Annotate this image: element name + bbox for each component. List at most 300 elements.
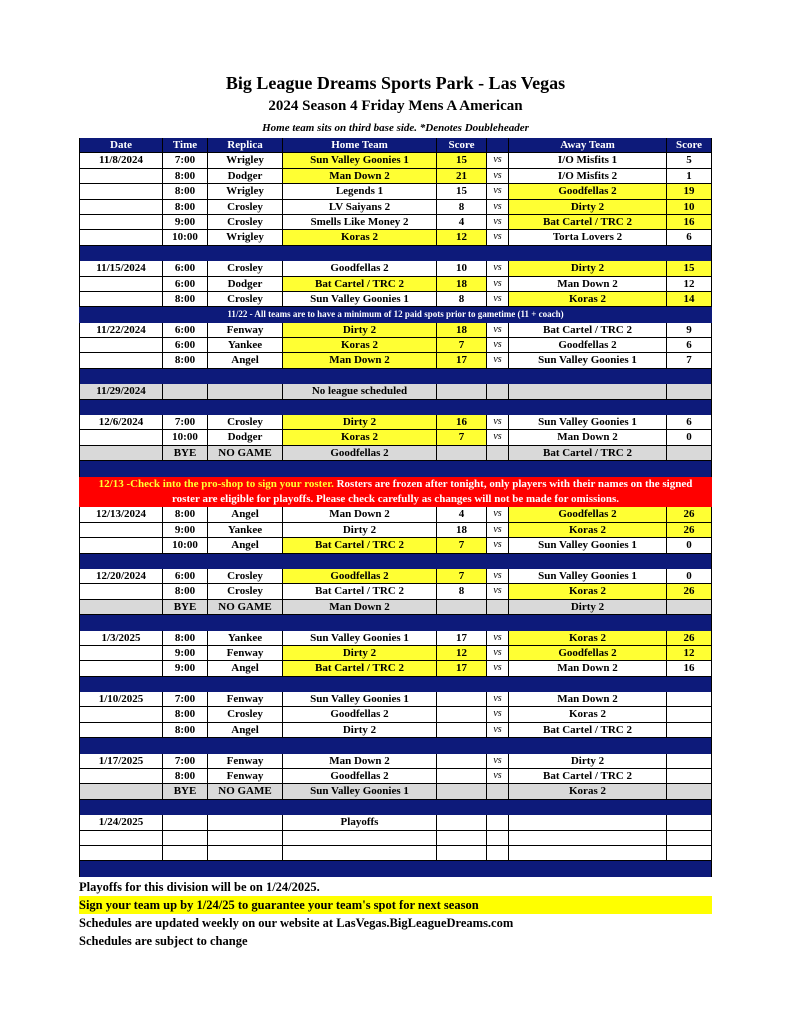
time-cell: 8:00: [162, 184, 207, 199]
home-team-cell: Man Down 2: [282, 353, 436, 368]
home-score-cell: [436, 846, 486, 861]
replica-cell: NO GAME: [207, 784, 282, 799]
away-team-cell: Bat Cartel / TRC 2: [508, 323, 666, 338]
time-cell: 10:00: [162, 538, 207, 553]
home-team-cell: Koras 2: [282, 338, 436, 353]
replica-cell: NO GAME: [207, 600, 282, 615]
replica-cell: Yankee: [207, 338, 282, 353]
date-cell: [79, 292, 162, 307]
date-cell: 11/8/2024: [79, 153, 162, 168]
table-row: [79, 169, 712, 184]
home-team-cell: Goodfellas 2: [282, 261, 436, 276]
away-score-cell: 5: [666, 153, 712, 168]
vs-cell: vs: [486, 523, 508, 538]
footer-signup-note: Sign your team up by 1/24/25 to guarantee your team's spot for next season: [79, 896, 712, 914]
home-team-cell: Bat Cartel / TRC 2: [282, 661, 436, 676]
time-cell: [162, 384, 207, 399]
time-cell: 8:00: [162, 292, 207, 307]
away-score-cell: 26: [666, 523, 712, 538]
week-separator: [79, 615, 712, 630]
vs-cell: vs: [486, 215, 508, 230]
table-row: [79, 353, 712, 368]
away-team-cell: Sun Valley Goonies 1: [508, 538, 666, 553]
replica-cell: Wrigley: [207, 153, 282, 168]
replica-cell: Yankee: [207, 523, 282, 538]
away-team-cell: Sun Valley Goonies 1: [508, 353, 666, 368]
time-cell: 8:00: [162, 353, 207, 368]
away-score-cell: [666, 600, 712, 615]
date-cell: [79, 353, 162, 368]
home-score-cell: [436, 692, 486, 707]
table-header-row: [79, 138, 712, 153]
home-team-cell: Sun Valley Goonies 1: [282, 153, 436, 168]
away-score-cell: [666, 384, 712, 399]
vs-cell: vs: [486, 584, 508, 599]
time-cell: 6:00: [162, 277, 207, 292]
table-row: [79, 538, 712, 553]
replica-cell: Angel: [207, 538, 282, 553]
table-row: [79, 831, 712, 846]
home-score-cell: [436, 754, 486, 769]
vs-cell: [486, 784, 508, 799]
table-row: [79, 815, 712, 830]
vs-cell: vs: [486, 169, 508, 184]
replica-cell: [207, 815, 282, 830]
roster-alert-banner: [79, 477, 712, 508]
away-team-cell: Dirty 2: [508, 261, 666, 276]
date-cell: [79, 831, 162, 846]
home-score-cell: [436, 446, 486, 461]
table-row: [79, 631, 712, 646]
away-score-cell: 0: [666, 569, 712, 584]
vs-cell: vs: [486, 338, 508, 353]
home-team-cell: Sun Valley Goonies 1: [282, 784, 436, 799]
page-subtitle: 2024 Season 4 Friday Mens A American: [268, 98, 523, 114]
replica-cell: [207, 384, 282, 399]
header-vs: [486, 138, 508, 153]
vs-cell: vs: [486, 430, 508, 445]
header-replica: Replica: [207, 138, 282, 153]
time-cell: 7:00: [162, 754, 207, 769]
away-score-cell: 7: [666, 353, 712, 368]
header-home-team: Home Team: [282, 138, 436, 153]
replica-cell: Wrigley: [207, 230, 282, 245]
vs-cell: [486, 384, 508, 399]
date-cell: [79, 200, 162, 215]
vs-cell: vs: [486, 631, 508, 646]
week-separator: [79, 554, 712, 569]
time-cell: 6:00: [162, 323, 207, 338]
date-cell: 1/10/2025: [79, 692, 162, 707]
replica-cell: Fenway: [207, 692, 282, 707]
home-team-cell: Koras 2: [282, 230, 436, 245]
away-team-cell: Koras 2: [508, 631, 666, 646]
table-row: [79, 600, 712, 615]
home-team-cell: Dirty 2: [282, 646, 436, 661]
replica-cell: Fenway: [207, 754, 282, 769]
time-cell: 8:00: [162, 584, 207, 599]
away-score-cell: 1: [666, 169, 712, 184]
away-team-cell: Bat Cartel / TRC 2: [508, 215, 666, 230]
table-row: [79, 200, 712, 215]
away-team-cell: Torta Lovers 2: [508, 230, 666, 245]
home-score-cell: 4: [436, 215, 486, 230]
away-team-cell: I/O Misfits 2: [508, 169, 666, 184]
away-score-cell: 19: [666, 184, 712, 199]
home-team-cell: Goodfellas 2: [282, 446, 436, 461]
time-cell: 6:00: [162, 569, 207, 584]
away-score-cell: [666, 707, 712, 722]
replica-cell: Crosley: [207, 707, 282, 722]
vs-cell: [486, 600, 508, 615]
week-separator: [79, 400, 712, 415]
home-score-cell: 8: [436, 200, 486, 215]
home-score-cell: 17: [436, 631, 486, 646]
replica-cell: Crosley: [207, 292, 282, 307]
away-score-cell: 15: [666, 261, 712, 276]
table-row: [79, 846, 712, 861]
away-team-cell: Koras 2: [508, 707, 666, 722]
vs-cell: vs: [486, 200, 508, 215]
time-cell: [162, 815, 207, 830]
home-score-cell: 12: [436, 230, 486, 245]
away-team-cell: Koras 2: [508, 523, 666, 538]
time-cell: 7:00: [162, 153, 207, 168]
vs-cell: vs: [486, 261, 508, 276]
away-score-cell: 0: [666, 538, 712, 553]
time-cell: 9:00: [162, 646, 207, 661]
date-cell: [79, 707, 162, 722]
vs-cell: vs: [486, 707, 508, 722]
away-score-cell: 6: [666, 415, 712, 430]
table-row: [79, 292, 712, 307]
time-cell: 8:00: [162, 707, 207, 722]
time-cell: 7:00: [162, 415, 207, 430]
table-row: [79, 215, 712, 230]
away-score-cell: [666, 846, 712, 861]
away-score-cell: [666, 815, 712, 830]
replica-cell: Angel: [207, 661, 282, 676]
week-separator: [79, 861, 712, 876]
table-row: [79, 153, 712, 168]
away-team-cell: [508, 831, 666, 846]
home-score-cell: 8: [436, 584, 486, 599]
footer-website-note: Schedules are updated weekly on our website at LasVegas.BigLeagueDreams.com: [79, 916, 514, 930]
date-cell: [79, 277, 162, 292]
replica-cell: Crosley: [207, 569, 282, 584]
date-cell: [79, 784, 162, 799]
away-score-cell: [666, 692, 712, 707]
vs-cell: vs: [486, 415, 508, 430]
away-team-cell: Sun Valley Goonies 1: [508, 569, 666, 584]
time-cell: 6:00: [162, 261, 207, 276]
home-team-cell: Dirty 2: [282, 415, 436, 430]
time-cell: 6:00: [162, 338, 207, 353]
home-score-cell: [436, 384, 486, 399]
away-team-cell: Goodfellas 2: [508, 338, 666, 353]
away-team-cell: Man Down 2: [508, 661, 666, 676]
table-row: [79, 661, 712, 676]
table-row: [79, 415, 712, 430]
vs-cell: [486, 846, 508, 861]
time-cell: 8:00: [162, 631, 207, 646]
date-cell: [79, 538, 162, 553]
table-row: [79, 646, 712, 661]
date-cell: [79, 523, 162, 538]
home-team-cell: Playoffs: [282, 815, 436, 830]
home-team-cell: [282, 846, 436, 861]
table-row: [79, 384, 712, 399]
home-score-cell: [436, 707, 486, 722]
time-cell: BYE: [162, 600, 207, 615]
date-cell: [79, 215, 162, 230]
table-row: [79, 261, 712, 276]
replica-cell: Fenway: [207, 323, 282, 338]
home-team-cell: Koras 2: [282, 430, 436, 445]
replica-cell: Dodger: [207, 277, 282, 292]
vs-cell: vs: [486, 507, 508, 522]
home-team-cell: [282, 831, 436, 846]
home-score-cell: 18: [436, 523, 486, 538]
replica-cell: Wrigley: [207, 184, 282, 199]
replica-cell: [207, 846, 282, 861]
time-cell: [162, 831, 207, 846]
time-cell: 9:00: [162, 523, 207, 538]
home-team-cell: Bat Cartel / TRC 2: [282, 277, 436, 292]
time-cell: 8:00: [162, 769, 207, 784]
table-row: [79, 507, 712, 522]
time-cell: BYE: [162, 784, 207, 799]
home-score-cell: [436, 831, 486, 846]
schedule-table: [79, 138, 712, 877]
replica-cell: Angel: [207, 353, 282, 368]
time-cell: 10:00: [162, 230, 207, 245]
time-cell: 8:00: [162, 723, 207, 738]
away-score-cell: [666, 831, 712, 846]
away-team-cell: Man Down 2: [508, 692, 666, 707]
away-team-cell: Man Down 2: [508, 277, 666, 292]
home-team-cell: Goodfellas 2: [282, 769, 436, 784]
home-team-cell: Sun Valley Goonies 1: [282, 692, 436, 707]
home-team-cell: Man Down 2: [282, 169, 436, 184]
away-score-cell: 26: [666, 584, 712, 599]
replica-cell: Crosley: [207, 261, 282, 276]
table-row: [79, 769, 712, 784]
week-separator: [79, 461, 712, 476]
date-cell: [79, 430, 162, 445]
away-team-cell: Dirty 2: [508, 754, 666, 769]
vs-cell: vs: [486, 769, 508, 784]
replica-cell: Crosley: [207, 200, 282, 215]
home-team-cell: Smells Like Money 2: [282, 215, 436, 230]
away-score-cell: [666, 723, 712, 738]
away-team-cell: Koras 2: [508, 784, 666, 799]
home-score-cell: 7: [436, 430, 486, 445]
away-team-cell: Man Down 2: [508, 430, 666, 445]
replica-cell: Angel: [207, 723, 282, 738]
home-team-cell: Goodfellas 2: [282, 569, 436, 584]
roster-alert-text: Rosters are frozen after tonight, only players with their names on the signed roster are eligible for playoffs. Please check carefully as changes will not be made for omissions.: [172, 477, 693, 505]
time-cell: 8:00: [162, 169, 207, 184]
home-score-cell: 7: [436, 538, 486, 553]
away-score-cell: 0: [666, 430, 712, 445]
table-row: [79, 184, 712, 199]
date-cell: [79, 446, 162, 461]
away-team-cell: [508, 384, 666, 399]
date-cell: 1/17/2025: [79, 754, 162, 769]
home-team-cell: LV Saiyans 2: [282, 200, 436, 215]
home-team-cell: Legends 1: [282, 184, 436, 199]
home-score-cell: 17: [436, 661, 486, 676]
replica-cell: Fenway: [207, 646, 282, 661]
time-cell: 8:00: [162, 507, 207, 522]
home-score-cell: 21: [436, 169, 486, 184]
date-cell: [79, 338, 162, 353]
home-team-cell: Bat Cartel / TRC 2: [282, 538, 436, 553]
home-score-cell: [436, 784, 486, 799]
home-score-cell: 18: [436, 277, 486, 292]
table-row: [79, 430, 712, 445]
table-row: [79, 754, 712, 769]
week-separator: [79, 677, 712, 692]
away-score-cell: 16: [666, 215, 712, 230]
home-team-cell: Dirty 2: [282, 323, 436, 338]
home-score-cell: 4: [436, 507, 486, 522]
away-team-cell: Sun Valley Goonies 1: [508, 415, 666, 430]
away-score-cell: [666, 446, 712, 461]
away-score-cell: 26: [666, 507, 712, 522]
away-team-cell: Goodfellas 2: [508, 507, 666, 522]
home-team-cell: Man Down 2: [282, 507, 436, 522]
table-row: [79, 707, 712, 722]
vs-cell: vs: [486, 184, 508, 199]
away-team-cell: Dirty 2: [508, 200, 666, 215]
home-team-cell: Man Down 2: [282, 600, 436, 615]
away-team-cell: Dirty 2: [508, 600, 666, 615]
date-cell: 12/6/2024: [79, 415, 162, 430]
time-cell: 7:00: [162, 692, 207, 707]
home-team-cell: Dirty 2: [282, 523, 436, 538]
away-team-cell: Bat Cartel / TRC 2: [508, 723, 666, 738]
time-cell: [162, 846, 207, 861]
schedule-note: Home team sits on third base side. *Denotes Doubleheader: [262, 122, 529, 134]
vs-cell: vs: [486, 353, 508, 368]
week-separator: [79, 738, 712, 753]
week-separator: [79, 800, 712, 815]
away-team-cell: Koras 2: [508, 584, 666, 599]
away-score-cell: 10: [666, 200, 712, 215]
date-cell: [79, 646, 162, 661]
date-cell: 12/13/2024: [79, 507, 162, 522]
home-team-cell: Man Down 2: [282, 754, 436, 769]
table-row: [79, 569, 712, 584]
home-score-cell: 15: [436, 184, 486, 199]
vs-cell: vs: [486, 153, 508, 168]
away-team-cell: [508, 846, 666, 861]
vs-cell: vs: [486, 646, 508, 661]
away-team-cell: [508, 815, 666, 830]
table-body: [79, 153, 712, 876]
home-score-cell: 15: [436, 153, 486, 168]
vs-cell: vs: [486, 292, 508, 307]
home-score-cell: 10: [436, 261, 486, 276]
date-cell: 12/20/2024: [79, 569, 162, 584]
away-team-cell: Goodfellas 2: [508, 646, 666, 661]
vs-cell: vs: [486, 754, 508, 769]
page-title: Big League Dreams Sports Park - Las Vegas: [225, 73, 566, 93]
away-team-cell: I/O Misfits 1: [508, 153, 666, 168]
table-row: [79, 584, 712, 599]
table-row: [79, 446, 712, 461]
time-cell: 8:00: [162, 200, 207, 215]
replica-cell: Crosley: [207, 415, 282, 430]
header-date: Date: [79, 138, 162, 153]
time-cell: BYE: [162, 446, 207, 461]
vs-cell: vs: [486, 323, 508, 338]
time-cell: 9:00: [162, 661, 207, 676]
table-row: [79, 323, 712, 338]
footer-playoffs-note: Playoffs for this division will be on 1/24/2025.: [79, 880, 320, 894]
away-team-cell: Koras 2: [508, 292, 666, 307]
replica-cell: Angel: [207, 507, 282, 522]
table-row: [79, 784, 712, 799]
home-score-cell: 17: [436, 353, 486, 368]
header-home-score: Score: [436, 138, 486, 153]
replica-cell: Fenway: [207, 769, 282, 784]
away-score-cell: 26: [666, 631, 712, 646]
home-score-cell: 16: [436, 415, 486, 430]
replica-cell: Yankee: [207, 631, 282, 646]
time-cell: 10:00: [162, 430, 207, 445]
away-score-cell: 9: [666, 323, 712, 338]
table-row: [79, 523, 712, 538]
replica-cell: Dodger: [207, 430, 282, 445]
vs-cell: vs: [486, 692, 508, 707]
away-score-cell: 12: [666, 646, 712, 661]
footer-notes: [79, 878, 712, 950]
table-row: [79, 692, 712, 707]
away-team-cell: Bat Cartel / TRC 2: [508, 769, 666, 784]
replica-cell: Crosley: [207, 584, 282, 599]
date-cell: [79, 584, 162, 599]
table-row: [79, 723, 712, 738]
date-cell: 11/15/2024: [79, 261, 162, 276]
home-score-cell: [436, 723, 486, 738]
date-cell: [79, 184, 162, 199]
home-score-cell: 7: [436, 338, 486, 353]
away-score-cell: [666, 784, 712, 799]
vs-cell: [486, 815, 508, 830]
home-team-cell: Dirty 2: [282, 723, 436, 738]
vs-cell: vs: [486, 277, 508, 292]
vs-cell: [486, 446, 508, 461]
week-separator: [79, 369, 712, 384]
vs-cell: vs: [486, 569, 508, 584]
date-cell: 11/29/2024: [79, 384, 162, 399]
away-score-cell: 6: [666, 230, 712, 245]
date-cell: [79, 169, 162, 184]
vs-cell: vs: [486, 661, 508, 676]
footer-change-note: Schedules are subject to change: [79, 934, 248, 948]
date-cell: [79, 723, 162, 738]
home-team-cell: No league scheduled: [282, 384, 436, 399]
home-score-cell: 8: [436, 292, 486, 307]
roster-alert-lead: 12/13 -Check into the pro-shop to sign your roster.: [98, 477, 334, 490]
away-team-cell: Bat Cartel / TRC 2: [508, 446, 666, 461]
replica-cell: Dodger: [207, 169, 282, 184]
replica-cell: Crosley: [207, 215, 282, 230]
away-score-cell: [666, 769, 712, 784]
